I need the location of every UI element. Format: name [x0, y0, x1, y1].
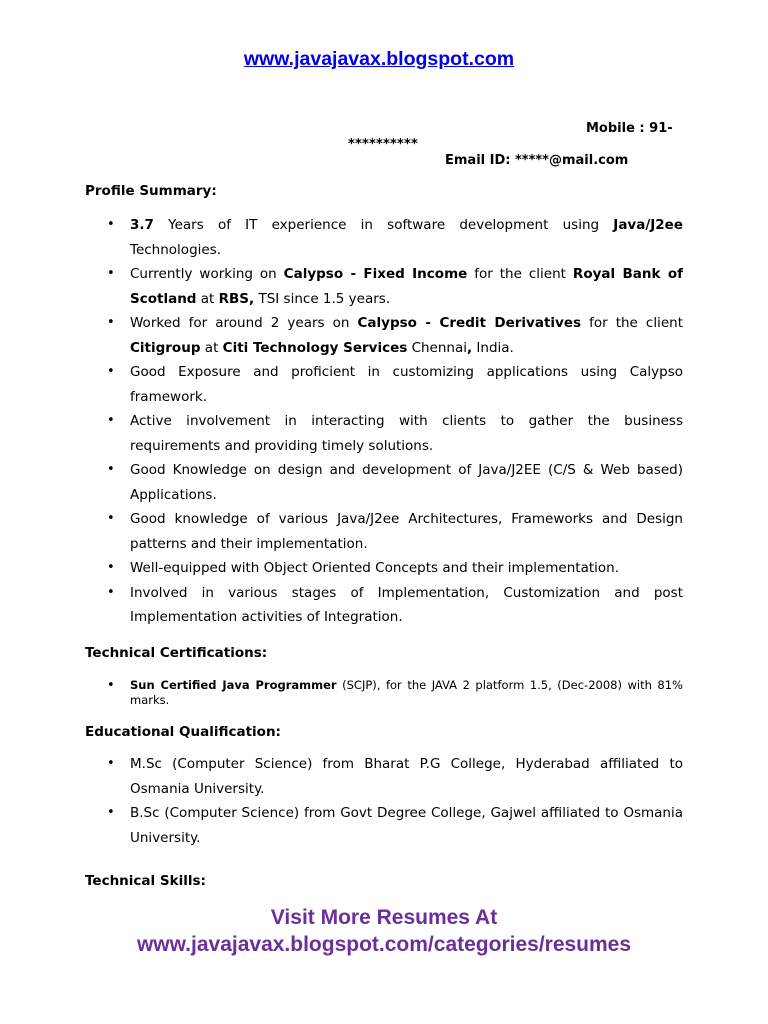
text: Well-equipped with Object Oriented Concepts and their implementation.	[130, 560, 620, 576]
text: Years of IT experience in software development using	[153, 217, 614, 233]
text: at	[200, 339, 223, 356]
text: TSI since 1.5 years.	[254, 290, 391, 307]
mobile-number-masked: **********	[348, 137, 418, 152]
bold-text: Calypso - Credit Derivatives	[357, 315, 582, 331]
list-item	[130, 678, 683, 708]
bold-text: Royal Bank of Scotland	[130, 266, 683, 307]
certifications-list	[130, 678, 683, 708]
education-list	[130, 752, 683, 850]
text: Chennai	[407, 339, 467, 356]
bold-text: ,	[467, 339, 473, 356]
profile-summary-list	[130, 213, 683, 630]
text: Good Knowledge on design and development of Java/J2EE (C/S & Web based) Applications.	[130, 462, 683, 503]
text: Good knowledge of various Java/J2ee Architectures, Frameworks and Design patterns and their implementation.	[130, 511, 683, 552]
list-item	[130, 409, 683, 458]
list-item	[130, 311, 683, 360]
text: Good Exposure and proficient in customizing applications using Calypso framework.	[130, 364, 683, 405]
text: at	[196, 290, 219, 307]
list-item	[130, 801, 683, 850]
text: (SCJP), for the JAVA 2 platform 1.5, (Dec-2008) with 81% marks.	[130, 678, 683, 707]
list-item	[130, 213, 683, 262]
site-link[interactable]: www.javajavax.blogspot.com	[243, 48, 515, 70]
text: Worked for around 2 years on	[130, 315, 358, 331]
footer-resumes-link[interactable]: www.javajavax.blogspot.com/categories/resumes	[136, 933, 632, 956]
text: Currently working on	[130, 266, 284, 282]
list-item	[130, 458, 683, 507]
bold-text: Calypso - Fixed Income	[283, 266, 468, 282]
list-item	[130, 581, 683, 630]
text: Active involvement in interacting with clients to gather the business requirements and providing timely solutions.	[130, 413, 683, 454]
footer-visit-text: Visit More Resumes At	[270, 906, 498, 929]
list-item	[130, 752, 683, 801]
list-item	[130, 360, 683, 409]
text: Involved in various stages of Implementation, Customization and post Implementation activities of Integration.	[130, 584, 683, 625]
list-item	[130, 507, 683, 556]
text: Technologies.	[130, 241, 222, 258]
education-heading: Educational Qualification:	[85, 724, 281, 740]
certifications-heading: Technical Certifications:	[85, 645, 268, 661]
bold-text: Java/J2ee	[613, 217, 683, 233]
text: India.	[472, 339, 514, 356]
email-label: Email ID: *****@mail.com	[445, 153, 629, 168]
technical-skills-heading: Technical Skills:	[85, 873, 206, 889]
text: for the client	[467, 266, 573, 282]
text: M.Sc (Computer Science) from Bharat P.G College, Hyderabad affiliated to Osmania University.	[130, 756, 683, 797]
mobile-label: Mobile : 91-	[586, 121, 673, 136]
bold-text: Sun Certified Java Programmer	[130, 678, 337, 692]
list-item	[130, 262, 683, 311]
bold-text: RBS,	[218, 290, 255, 307]
bold-text: 3.7	[130, 217, 154, 233]
bold-text: Citigroup	[130, 339, 201, 356]
profile-summary-heading: Profile Summary:	[85, 183, 217, 199]
bold-text: Citi Technology Services	[222, 339, 408, 356]
text: for the client	[581, 315, 683, 331]
list-item	[130, 556, 683, 581]
text: B.Sc (Computer Science) from Govt Degree College, Gajwel affiliated to Osmania University.	[130, 805, 683, 846]
